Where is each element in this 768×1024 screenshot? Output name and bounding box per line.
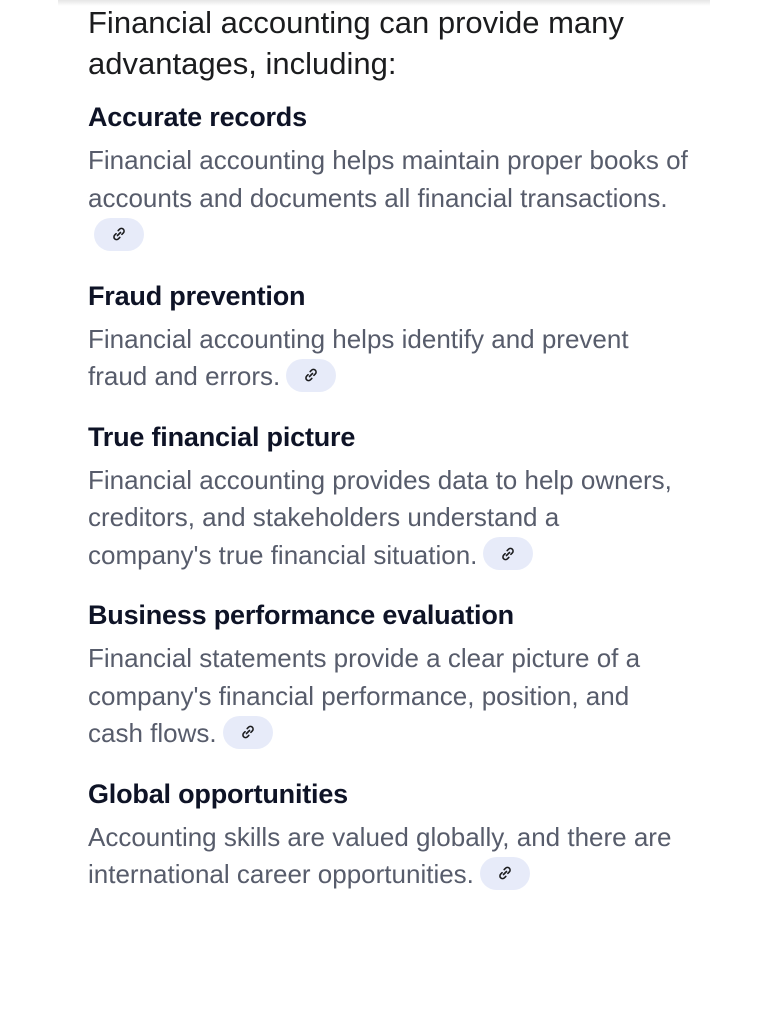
section-body: [88, 142, 688, 255]
section-heading: Accurate records: [88, 102, 307, 132]
section-heading: Global opportunities: [88, 778, 348, 809]
source-link-button[interactable]: [94, 218, 144, 251]
section-body-text: Financial accounting provides data to help owners, creditors, and stakeholders understand a company's true financial situation.: [88, 464, 672, 570]
section-body: [88, 321, 688, 396]
section-global-opportunities: [88, 777, 688, 894]
section-body-text: Financial accounting helps identify and prevent fraud and errors.: [88, 323, 629, 391]
section-body-text: Financial accounting helps maintain proper books of accounts and documents all financial transactions.: [88, 145, 688, 213]
link-icon: [497, 865, 513, 881]
section-body: [88, 462, 688, 575]
section-body-text: Accounting skills are valued globally, and there are international career opportunities.: [88, 821, 672, 889]
section-heading: True financial picture: [88, 421, 356, 452]
section-body: [88, 819, 688, 894]
source-link-button[interactable]: [223, 716, 273, 749]
link-icon: [240, 724, 256, 740]
source-link-button[interactable]: [483, 537, 533, 570]
answer-content: [88, 2, 688, 894]
section-fraud-prevention: [88, 279, 688, 396]
section-body: [88, 640, 688, 753]
link-icon: [500, 546, 516, 562]
section-heading: Business performance evaluation: [88, 600, 514, 630]
section-heading: Fraud prevention: [88, 280, 306, 311]
link-icon: [303, 367, 319, 383]
intro-text: Financial accounting can provide many advantages, including:: [88, 5, 624, 81]
link-icon: [111, 226, 127, 242]
section-body-text: Financial statements provide a clear picture of a company's financial performance, position, and cash flows.: [88, 643, 641, 748]
section-business-performance-evaluation: [88, 598, 688, 753]
source-link-button[interactable]: [480, 857, 530, 890]
section-true-financial-picture: [88, 420, 688, 575]
section-accurate-records: [88, 100, 688, 255]
source-link-button[interactable]: [286, 359, 336, 392]
